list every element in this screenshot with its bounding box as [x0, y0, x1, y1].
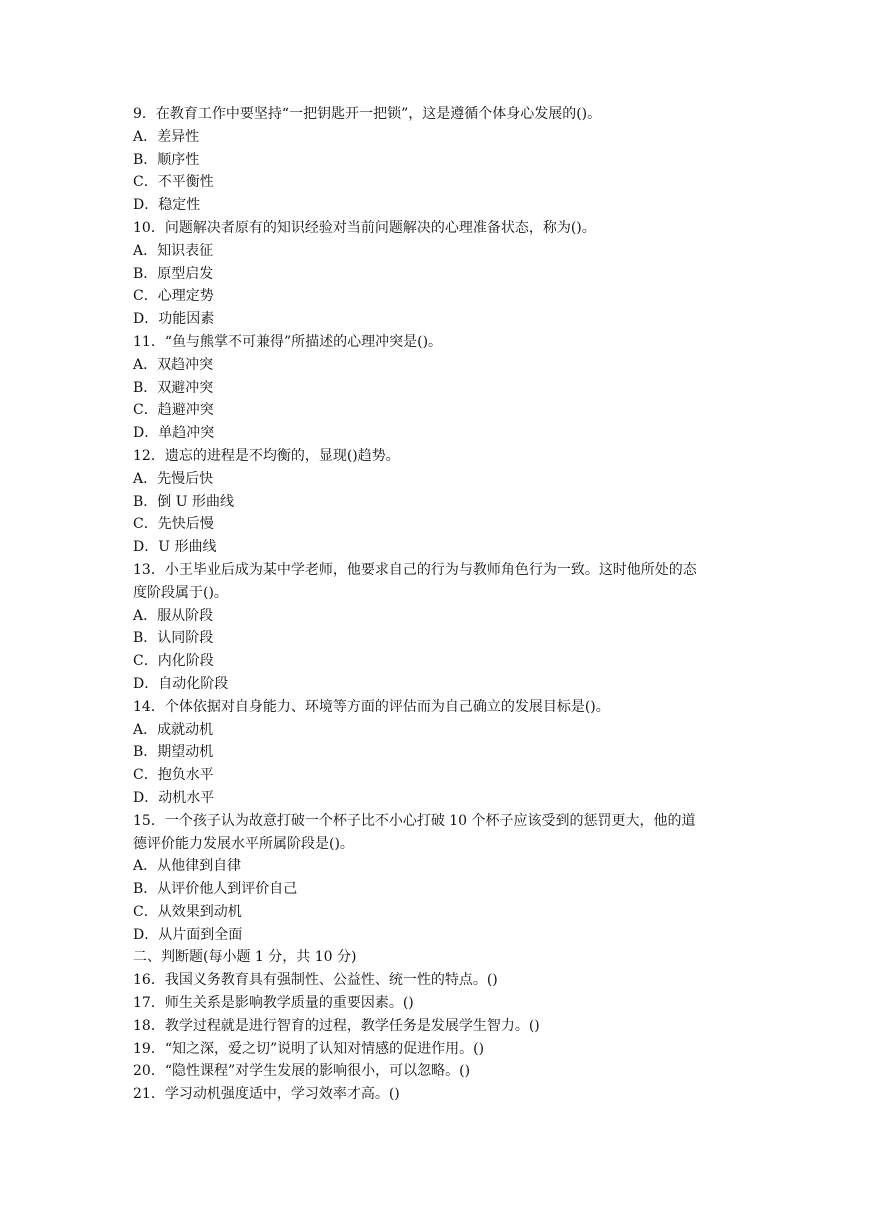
question-10-option-b: B．原型启发: [133, 265, 214, 282]
question-11-stem: 11．“鱼与熊掌不可兼得”所描述的心理冲突是()。: [133, 333, 443, 350]
section-2-heading: 二、判断题(每小题 1 分，共 10 分): [133, 949, 357, 966]
question-14-stem: 14．个体依据对自身能力、环境等方面的评估而为自己确立的发展目标是()。: [133, 698, 610, 715]
question-11-option-a: A．双趋冲突: [133, 356, 214, 373]
question-13-option-d: D．自动化阶段: [133, 675, 229, 692]
true-false-item-19: 19．“知之深，爱之切”说明了认知对情感的促进作用。(): [133, 1040, 485, 1057]
question-12-option-d: D．U 形曲线: [133, 539, 217, 556]
question-9-option-a: A．差异性: [133, 128, 200, 145]
question-9-stem: 9．在教育工作中要坚持“一把钥匙开一把锁”，这是遵循个体身心发展的()。: [133, 106, 602, 122]
question-9-option-c: C．不平衡性: [133, 174, 214, 191]
question-14-option-a: A．成就动机: [133, 721, 214, 738]
question-9-option-b: B．顺序性: [133, 151, 200, 168]
question-15-option-a: A．从他律到自律: [133, 858, 242, 875]
exam-content: [133, 103, 763, 1106]
question-14-option-d: D．动机水平: [133, 789, 215, 806]
true-false-item-17: 17．师生关系是影响教学质量的重要因素。(): [133, 995, 414, 1012]
question-14-option-c: C．抱负水平: [133, 767, 214, 784]
question-12-option-a: A．先慢后快: [133, 470, 214, 487]
true-false-item-16: 16．我国义务教育具有强制性、公益性、统一性的特点。(): [133, 972, 498, 989]
question-13-stem-line-2: 度阶段属于()。: [133, 584, 228, 601]
question-12-option-c: C．先快后慢: [133, 516, 214, 533]
question-13-stem-line-1: 13．小王毕业后成为某中学老师，他要求自己的行为与教师角色行为一致。这时他所处的态: [133, 561, 697, 578]
question-10-option-d: D．功能因素: [133, 311, 215, 328]
true-false-item-21: 21．学习动机强度适中，学习效率才高。(): [133, 1086, 400, 1103]
question-9-option-d: D．稳定性: [133, 197, 201, 214]
question-15-option-d: D．从片面到全面: [133, 926, 243, 943]
true-false-item-18: 18．教学过程就是进行智育的过程，教学任务是发展学生智力。(): [133, 1017, 540, 1034]
question-12-stem: 12．遗忘的进程是不均衡的，显现()趋势。: [133, 447, 400, 464]
question-15-option-c: C．从效果到动机: [133, 903, 242, 920]
question-11-option-d: D．单趋冲突: [133, 425, 215, 442]
question-15-option-b: B．从评价他人到评价自己: [133, 881, 298, 898]
question-10-option-a: A．知识表征: [133, 242, 214, 259]
question-13-option-a: A．服从阶段: [133, 607, 214, 624]
true-false-item-20: 20．“隐性课程”对学生发展的影响很小，可以忽略。(): [133, 1063, 471, 1080]
question-13-option-c: C．内化阶段: [133, 653, 214, 670]
question-10-stem: 10．问题解决者原有的知识经验对当前问题解决的心理准备状态，称为()。: [133, 219, 596, 236]
question-12-option-b: B．倒 U 形曲线: [133, 493, 234, 510]
question-10-option-c: C．心理定势: [133, 288, 214, 305]
question-11-option-b: B．双避冲突: [133, 379, 214, 396]
question-11-option-c: C．趋避冲突: [133, 402, 214, 419]
question-13-option-b: B．认同阶段: [133, 630, 214, 647]
question-15-stem-line-1: 15．一个孩子认为故意打破一个杯子比不小心打破 10 个杯子应该受到的惩罚更大，他的道: [133, 812, 696, 829]
question-14-option-b: B．期望动机: [133, 744, 214, 761]
question-15-stem-line-2: 德评价能力发展水平所属阶段是()。: [133, 835, 354, 852]
